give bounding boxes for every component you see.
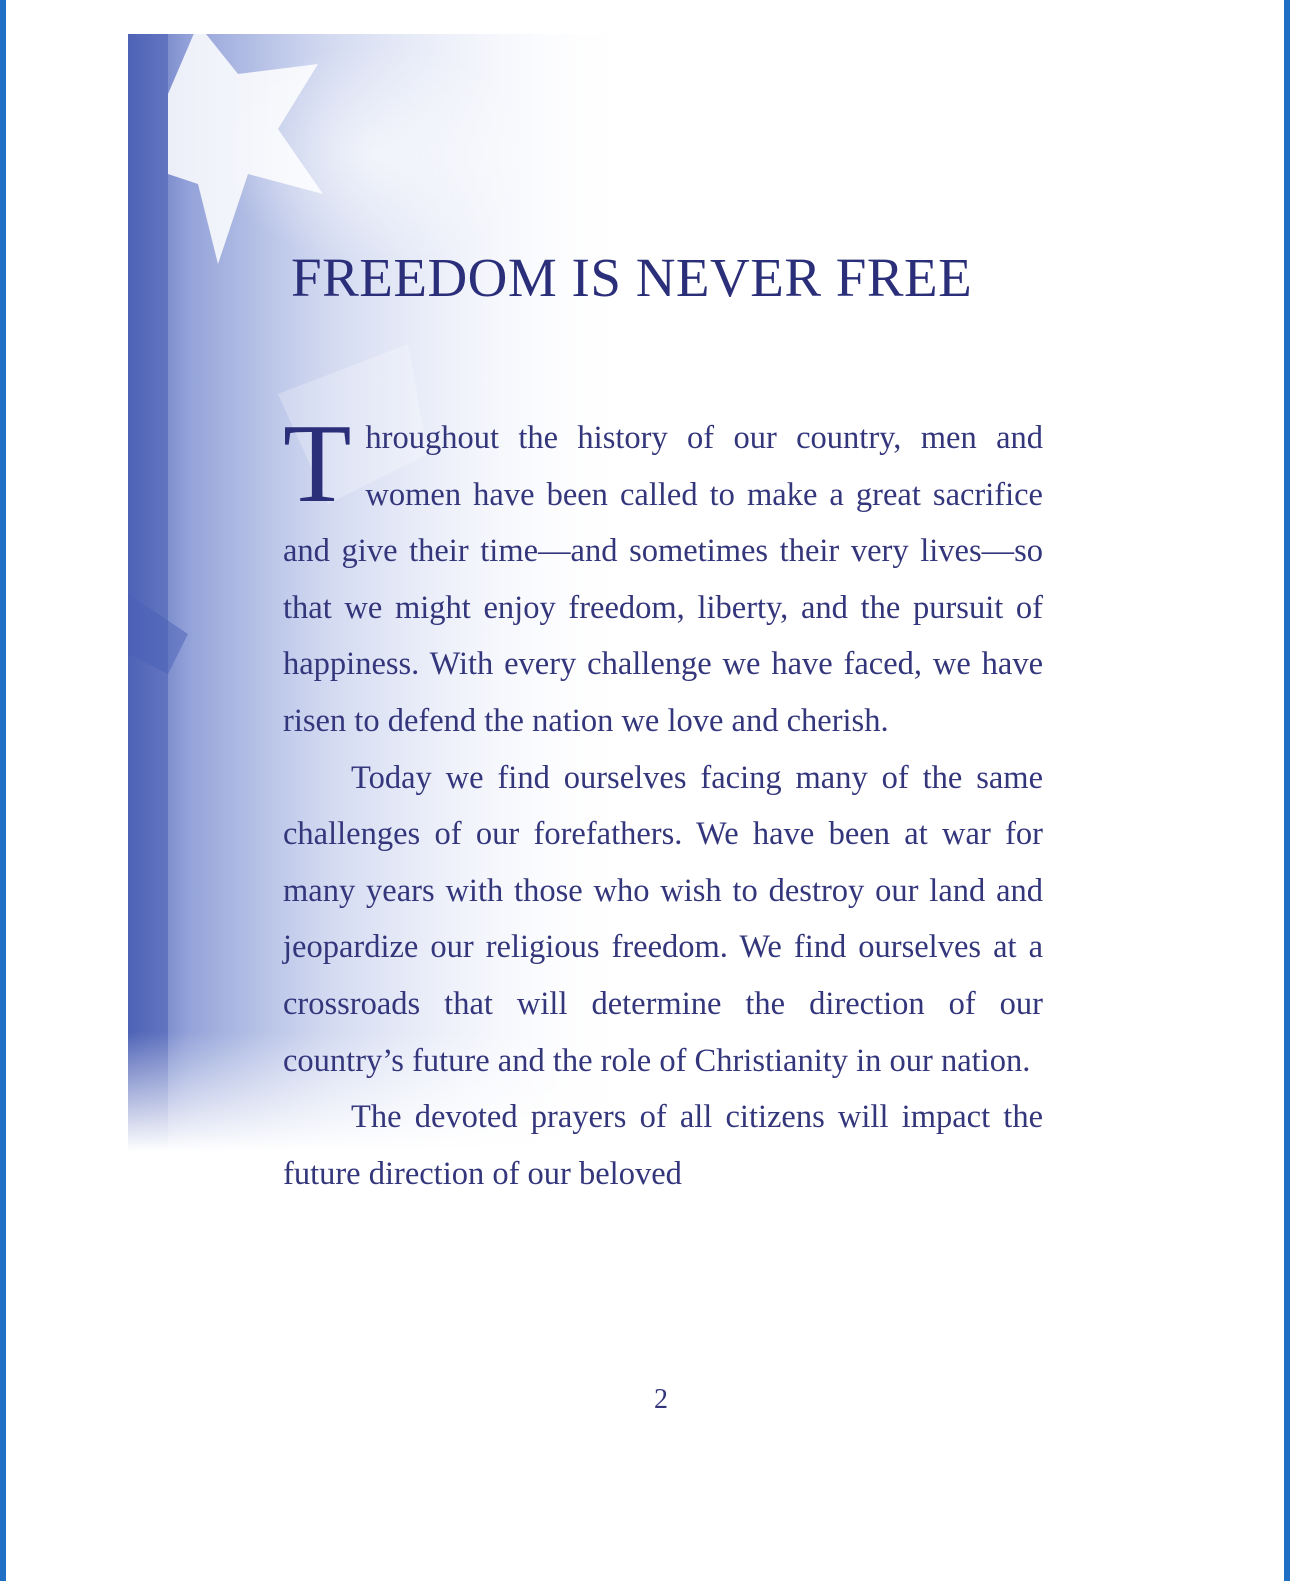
paragraph-3: The devoted prayers of all citizens will impact the future direction of our beloved bbox=[283, 1099, 1043, 1192]
paragraph-1-text: hroughout the history of our country, men and women have been called to make a great sacrifice and give their time—and sometimes their very lives—so that we might enjoy freedom, liberty, and the pursuit of happiness. With every challenge we have faced, we have risen to defend the nation we love and cherish. bbox=[283, 420, 1043, 739]
drop-cap: T bbox=[283, 402, 352, 526]
paragraph-2: Today we find ourselves facing many of the same challenges of our forefathers. We have been at war for many years with those who wish to destroy our land and jeopardize our religious freedom. We find ourselves at a crossroads that will determine the direction of our country’s future and the role of Christianity in our nation. bbox=[283, 759, 1043, 1079]
paragraph-1 bbox=[283, 402, 1043, 750]
book-page bbox=[128, 34, 1148, 1364]
body-text bbox=[283, 402, 1043, 1202]
chapter-title: FREEDOM IS NEVER FREE bbox=[291, 247, 973, 308]
page-number: 2 bbox=[654, 1384, 668, 1415]
